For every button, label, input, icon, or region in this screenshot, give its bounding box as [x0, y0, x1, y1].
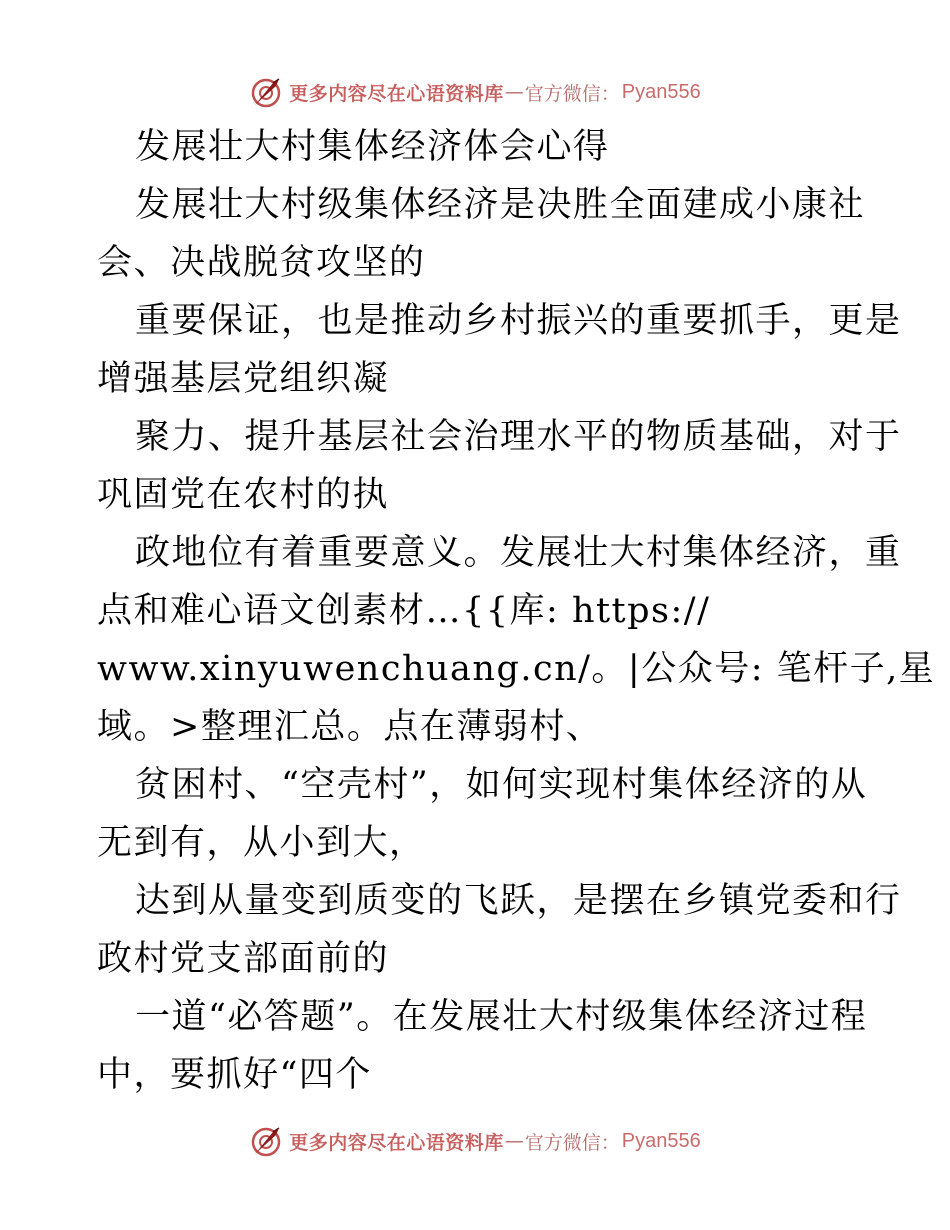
text-line: 发展壮大村级集体经济是决胜全面建成小康社 [135, 185, 866, 225]
text-line: 贫困村、“空壳村”，如何实现村集体经济的从 [135, 765, 868, 805]
banner-handle: Pyan556 [621, 1129, 701, 1152]
banner-wechat-label: 官方微信： [524, 1131, 620, 1154]
text-line: 无到有，从小到大， [97, 823, 426, 863]
banner-handle: Pyan556 [621, 80, 701, 103]
text-line: 会、决战脱贫攻坚的 [97, 243, 426, 283]
text-line: 中，要抓好“四个 [97, 1055, 372, 1095]
banner-wechat-label: 官方微信： [524, 82, 620, 105]
banner-site-text: 更多内容尽在心语资料库 [289, 1131, 504, 1154]
header-banner [0, 72, 950, 112]
text-line: 达到从量变到质变的飞跃，是摆在乡镇党委和行 [135, 881, 902, 921]
text-line: 增强基层党组织凝 [97, 359, 390, 399]
text-line: 重要保证，也是推动乡村振兴的重要抓手，更是 [135, 301, 902, 341]
text-line: 巩固党在农村的执 [97, 475, 390, 515]
footer-banner [0, 1121, 950, 1161]
banner-separator: — [504, 1130, 524, 1152]
document-title: 发展壮大村集体经济体会心得 [135, 127, 610, 167]
watermark-banner [249, 75, 701, 109]
text-line: 一道“必答题”。在发展壮大村级集体经济过程 [135, 997, 868, 1037]
text-line: www.xinyuwenchuang.cn/。|公众号: 笔杆子,星 [97, 649, 936, 689]
text-line: 点和难心语文创素材…{{库: https:// [97, 591, 711, 631]
feather-logo-icon [249, 1124, 283, 1158]
text-line: 政村党支部面前的 [97, 939, 390, 979]
text-line: 域。>整理汇总。点在薄弱村、 [97, 707, 603, 747]
watermark-banner [249, 1124, 701, 1158]
feather-logo-icon [249, 75, 283, 109]
text-line: 聚力、提升基层社会治理水平的物质基础，对于 [135, 417, 902, 457]
text-line: 政地位有着重要意义。发展壮大村集体经济，重 [135, 533, 902, 573]
banner-site-text: 更多内容尽在心语资料库 [289, 82, 504, 105]
banner-separator: — [504, 81, 524, 103]
